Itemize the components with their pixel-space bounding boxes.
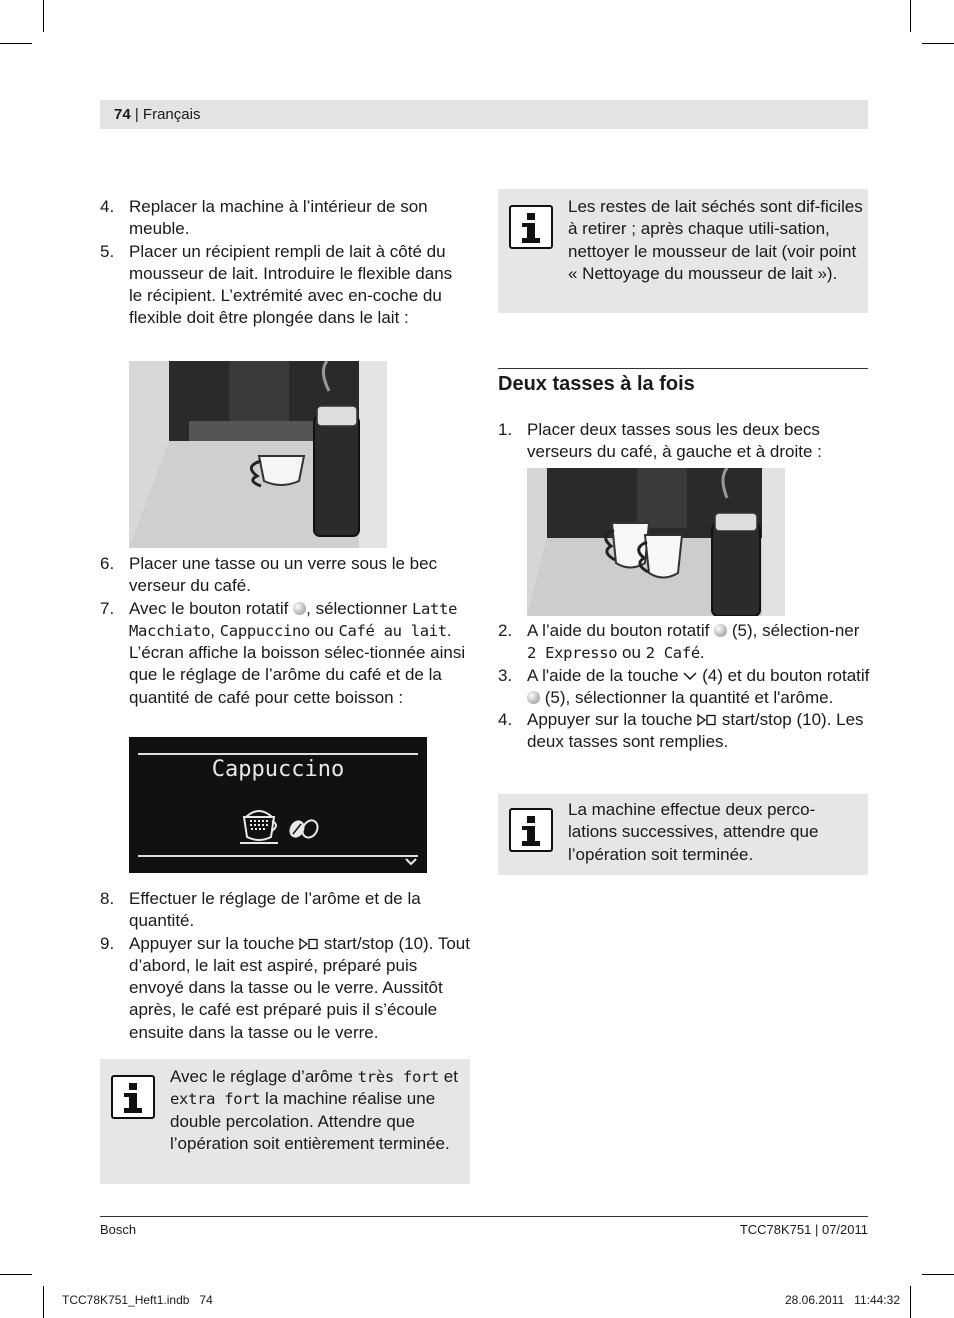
crop-mark (910, 0, 911, 32)
list-item: 8. Effectuer le réglage de l’arôme et de la quantité. (100, 889, 421, 931)
info-icon (509, 205, 553, 249)
info-note-aroma (100, 1059, 470, 1184)
list-item: 1. Placer deux tasses sous les deux becs verseurs du café, à gauche et à droite : (498, 420, 822, 462)
page-number: 74 (114, 106, 131, 123)
steps-list-right-b (498, 620, 870, 754)
crop-mark (43, 1286, 44, 1318)
machine-display (129, 737, 427, 873)
info-icon (509, 808, 553, 852)
crop-mark (0, 43, 32, 44)
illustration-milk-frother (129, 361, 387, 548)
crop-mark (0, 1274, 32, 1275)
down-arrow-icon (683, 671, 697, 681)
crop-mark (910, 1286, 911, 1318)
slug-file: TCC78K751_Heft1.indb 74 (62, 1293, 213, 1307)
info-note-percolation (498, 794, 868, 875)
page-header (100, 100, 868, 129)
list-item: 9. Appuyer sur la touche start/stop (10). Tout d’abord, le lait est aspiré, préparé puis envoyé dans la tasse ou le verre. Aussitôt après, le café est préparé puis il s’écoule ensuite dans la tasse ou le verre. (100, 933, 470, 1042)
rotary-knob-icon (527, 691, 540, 704)
start-stop-icon (697, 714, 717, 726)
rotary-knob-icon (293, 602, 306, 615)
crop-mark (43, 0, 44, 32)
list-item: 4. Appuyer sur la touche start/stop (10). Les deux tasses sont remplies. (498, 710, 864, 752)
start-stop-icon (299, 938, 319, 950)
list-item: 5. Placer un récipient rempli de lait à côté du mousseur de lait. Introduire le flexible dans le récipient. L’extrémité avec en-coche du flexible doit être plongée dans le lait : (100, 241, 453, 328)
list-item: 6. Placer une tasse ou un verre sous le bec verseur du café. (100, 554, 438, 596)
display-line-top (138, 753, 418, 755)
crop-mark (922, 43, 954, 44)
info-note-text: Les restes de lait séchés sont dif-ficiles à retirer ; après chaque utili-sation, nettoyer le mousseur de lait (voir point « Nettoyage du mousseur de lait »). (568, 197, 863, 283)
steps-list-a (100, 196, 470, 330)
footer-model: TCC78K751 | 07/2011 (739, 1222, 868, 1237)
steps-list-right-a (498, 419, 868, 464)
crop-mark (922, 1274, 954, 1275)
coffee-beans-icon (287, 819, 321, 839)
illustration-two-cups (527, 468, 785, 616)
display-line-bottom (138, 855, 418, 857)
info-note-text: La machine effectue deux perco-lations successives, attendre que l’opération soit terminée. (568, 800, 819, 864)
display-drink-label: Cappuccino (211, 757, 345, 782)
footer-brand: Bosch (100, 1222, 137, 1237)
steps-list-b (100, 553, 472, 709)
header-language: Français (142, 106, 201, 123)
footer-rule (100, 1216, 868, 1217)
steps-list-c (100, 888, 472, 1044)
section-title: Deux tasses à la fois (498, 373, 695, 395)
cappuccino-cup-icon (236, 803, 282, 847)
list-item: 3. A l'aide de la touche (4) et du bouton rotatif (5), sélectionner la quantité et l'arôme. (498, 665, 870, 707)
rotary-knob-icon (714, 624, 727, 637)
slug-date: 28.06.2011 11:44:32 (785, 1293, 900, 1307)
chevron-down-icon (405, 857, 417, 867)
list-item: 2. A l’aide du bouton rotatif (5), sélection-ner 2 Expresso ou 2 Café. (498, 621, 860, 663)
info-icon (111, 1075, 155, 1119)
header-separator: | (130, 106, 143, 123)
section-rule (498, 368, 868, 369)
list-item: 7. Avec le bouton rotatif , sélectionner Latte Macchiato, Cappuccino ou Café au lait. L’écran affiche la boisson sélec-tionnée ainsi que le réglage de l’arôme du café et de la quantité de café pour cette boisson : (100, 598, 466, 707)
info-note-milk (498, 189, 868, 313)
info-note-text: Avec le réglage d’arôme très fort et extra fort la machine réalise une double percolation. Attendre que l’opération soit entièrement terminée. (170, 1067, 458, 1153)
list-item: 4. Replacer la machine à l’intérieur de son meuble. (100, 197, 428, 239)
